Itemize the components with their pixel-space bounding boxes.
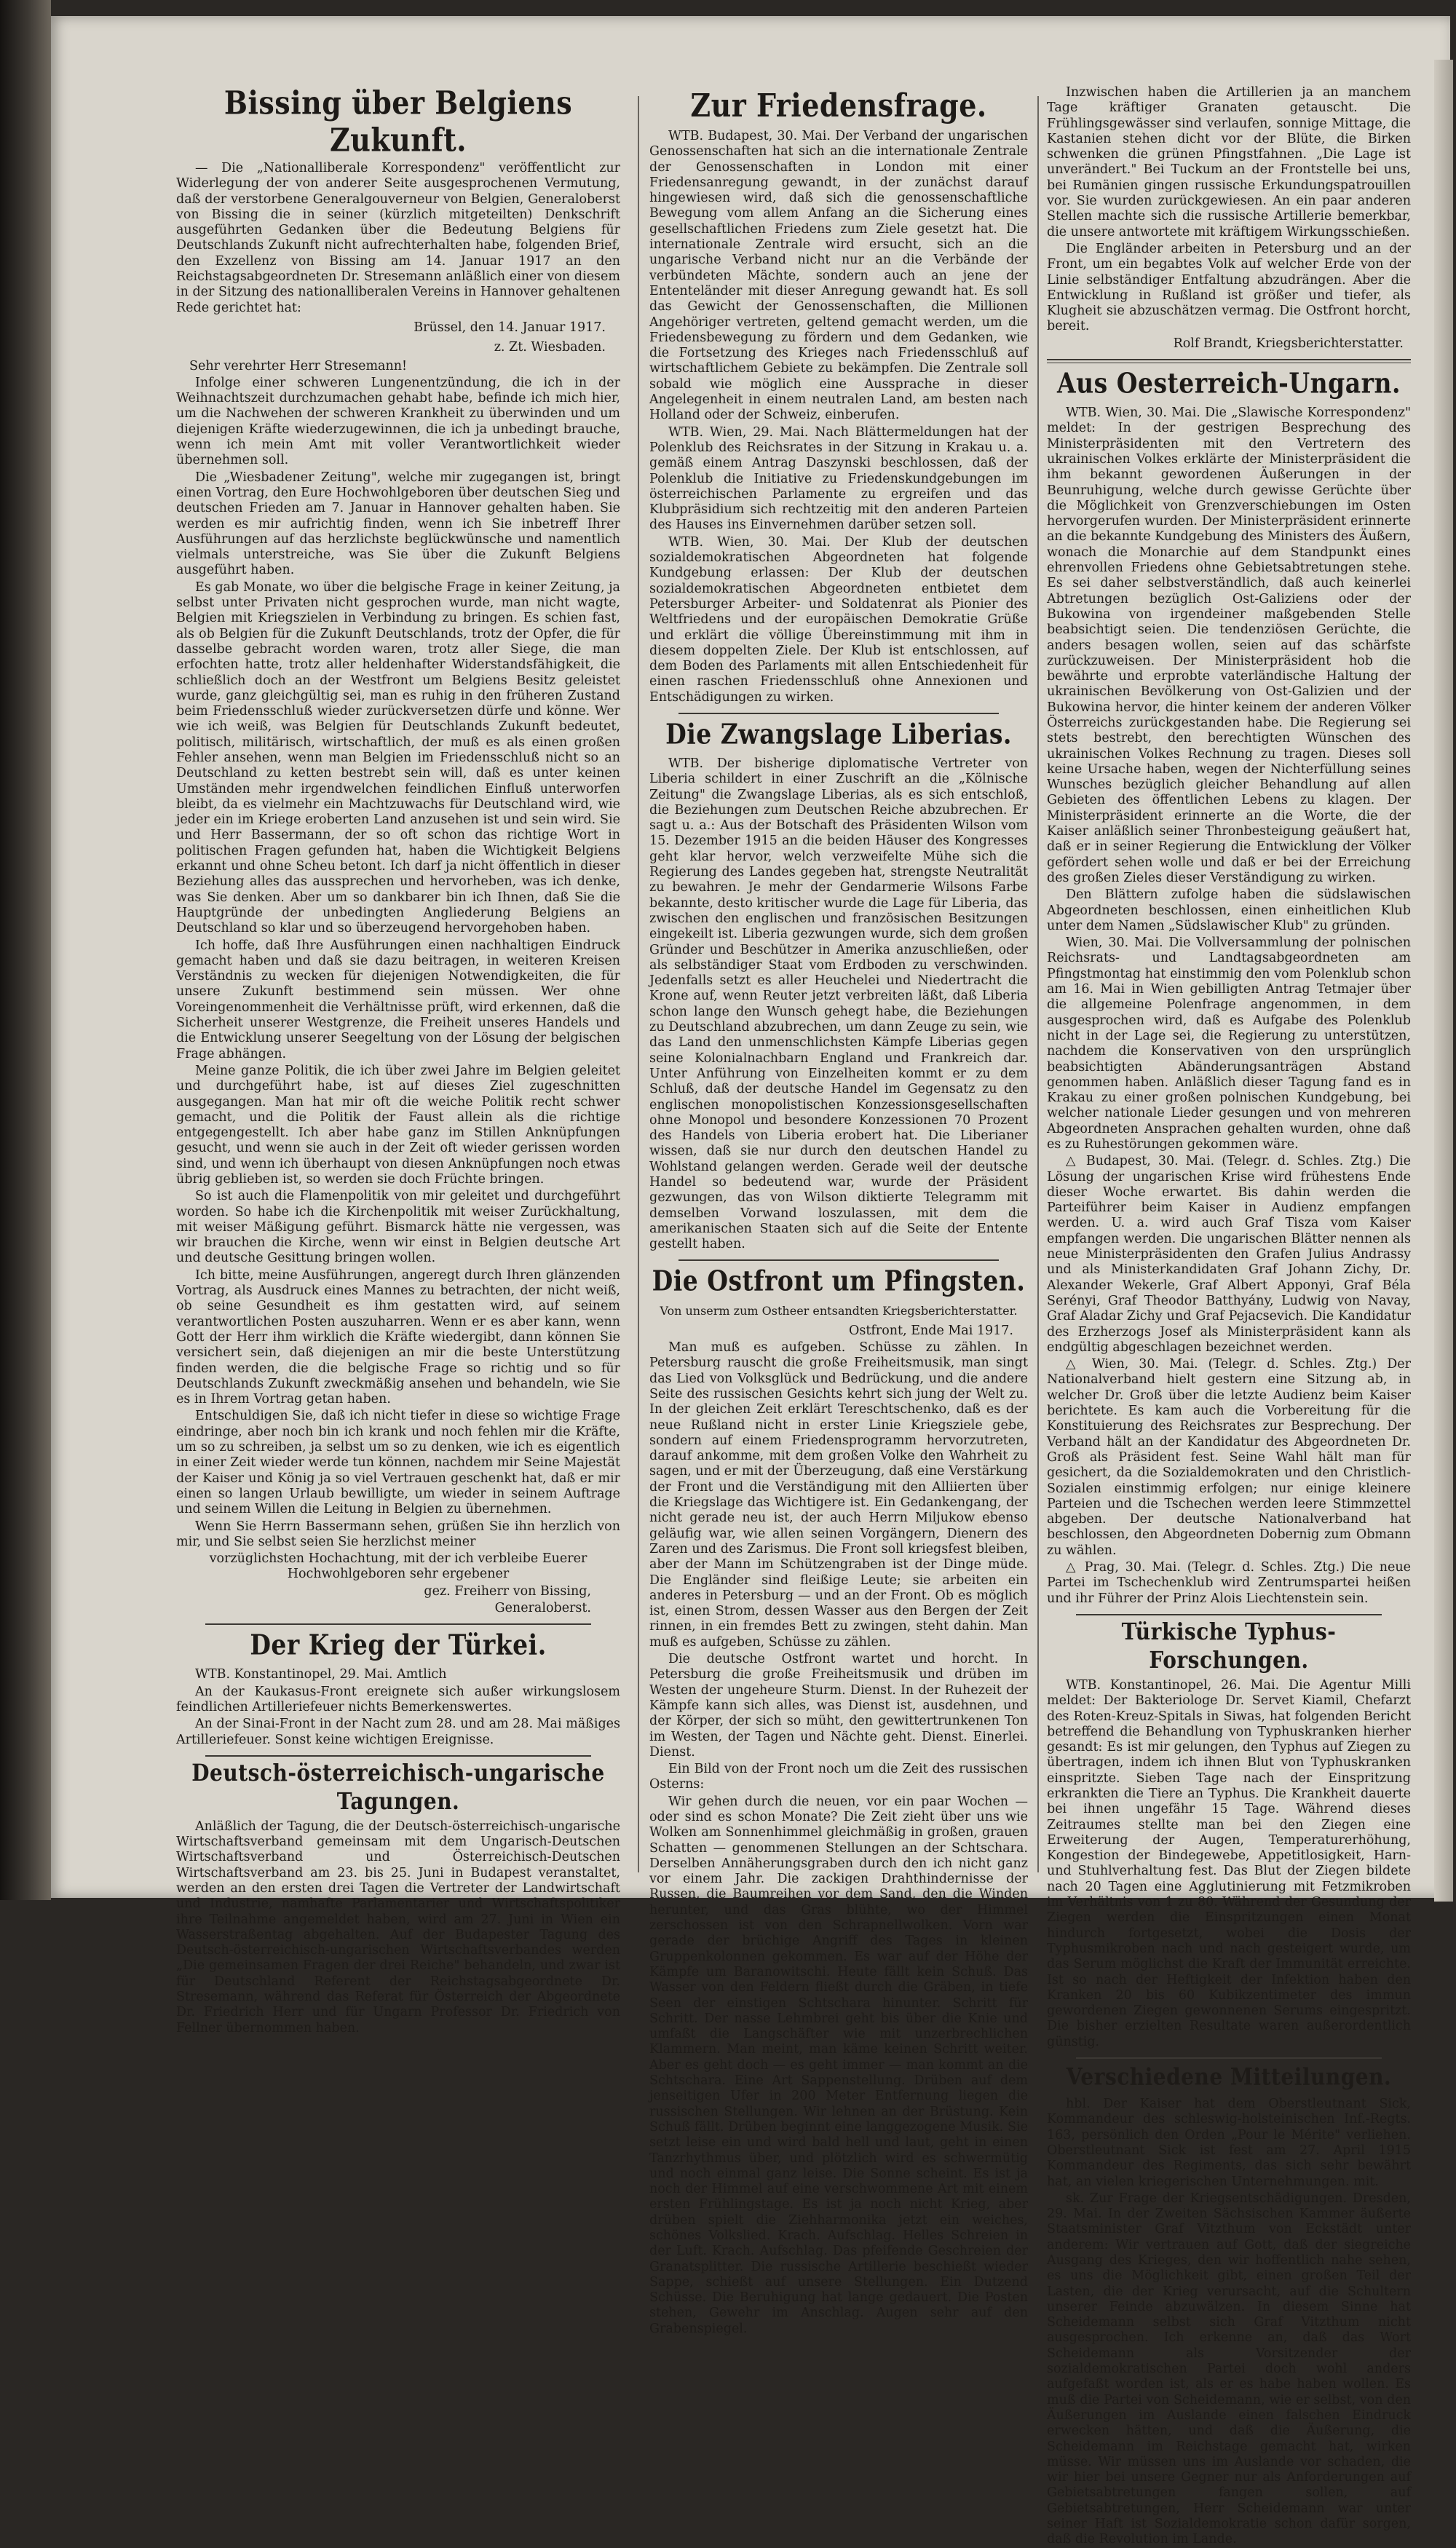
paragraph: Die deutsche Ostfront wartet und horcht. In Petersburg die große Freiheitsmusik und drüben im Westen der ungeheure Sturm. Dienst. In der Ruhezeit der Kämpfe kann sich alles, was Dienst ist, ausdehnen, und der Körper, der sich so müht, den gewittertrunkenen Ton im Westen, der Tagen und Nächte geht. Dienst. Einerlei. Dienst. xyxy=(649,1652,1028,1760)
divider xyxy=(1076,2057,1382,2059)
paragraph: Wenn Sie Herrn Bassermann sehen, grüßen Sie ihn herzlich von mir, und Sie selbst seien Sie herzlichst meiner xyxy=(176,1519,620,1549)
paragraph: Ich hoffe, daß Ihre Ausführungen einen nachhaltigen Eindruck gemacht haben und daß sie dazu beitragen, in weiteren Kreisen Verständnis zu wecken für diejenigen Notwendigkeiten, die für unsere Zukunft bestimmend sein müssen. Wer ohne Voreingenommenheit die Verhältnisse prüft, wird erkennen, daß die Sicherheit unserer Westgrenze, die Freiheit unseres Handels und die Entwicklung unserer Seegeltung von der Lösung der belgischen Frage abhängen. xyxy=(176,938,620,1061)
column-3 xyxy=(1047,85,1411,2547)
divider xyxy=(678,1259,999,1261)
article-title-ostfront: Die Ostfront um Pfingsten. xyxy=(652,1265,1026,1298)
article-title-verschiedenes: Verschiedene Mitteilungen. xyxy=(1066,2062,1392,2091)
paragraph: △ Budapest, 30. Mai. (Telegr. d. Schles. Ztg.) Die Lösung der ungarischen Krise wird frühestens Ende dieser Woche erwartet. Bis dahin werden die Parteiführer beim Kaiser in Audienz empfangen werden. U. a. wird auch Graf Tisza vom Kaiser empfangen werden. Die ungarischen Blätter nennen als neue Ministerpräsidenten den Grafen Julius Andrassy und als Ministerkandidaten Graf Johann Zichy, Dr. Alexander Wekerle, Graf Albert Apponyi, Graf Béla Serényi, Graf Theodor Batthyány, Ludwig von Navay, Graf Aladar Zichy und Graf Pejacsevich. Die Kandidatur des Erzherzogs Josef als Ministerpräsident kann als endgültig abgeschlagen bezeichnet werden. xyxy=(1047,1154,1411,1355)
article-subtitle: Von unserm zum Ostheer entsandten Kriegsberichterstatter. xyxy=(660,1304,1018,1318)
paragraph: WTB. Wien, 30. Mai. Der Klub der deutschen sozialdemokratischen Abgeordneten hat folgende Kundgebung erlassen: Der Klub der deutschen sozialdemokratischen Abgeordneten entbietet dem Petersburger Arbeiter- und Soldatenrat als Pionier des Weltfriedens und der europäischen Demokratie Grüße und erklärt die völlige Übereinstimmung mit ihm in diesem doppelten Ziele. Der Klub ist entschlossen, auf dem Boden des Parlaments mit allen Entschiedenheit für einen raschen Friedensschluß ohne Annexionen und Entschädigungen zu wirken. xyxy=(649,534,1028,705)
column-rule xyxy=(638,96,639,1872)
letter-dateline: Brüssel, den 14. Januar 1917. xyxy=(414,320,606,335)
paragraph: Wir gehen durch die neuen, vor ein paar Wochen — oder sind es schon Monate? Die Zeit zieht über uns wie Wolken am Sonnenhimmel gleichmäßig in großen, grauen Schatten — genommenen Stellungen an der Schtschara. Derselben Annäherungsgraben durch den ich nicht ganz vor einem Jahr. Die zackigen Drahthindernisse der Russen, die Baumreihen vor dem Sand, den die Winden herunter, und das Gras blühte, wo der Himmel zerschossen ist von den Schrapnellwolken. Vorn war gerade der brüchige Angriff des Tages in kleinen Gruppenkolonnen gekommen. Es war auf der Höhe der Kämpfe um Baranowitschi. Heute fällt kein Schuß. Das Wasser von den Feldern fließt durch die Gräben, in tiefe Seen der einstigen Schtschara hinunter. Schritt für Schritt. Der nasse Lehmbrei geht bis über die Knie und umfaßt die Langschäfter wie mit unzerbrechlichen Klammern. Man meint, man käme keinen Schritt weiter. Aber es geht doch — es geht immer — man kommt an die Schtschara. Eine Art Sappenstellung. Drüben auf dem jenseitigen Ufer in 200 Meter Entfernung liegen die russischen Stellungen. Wir lehnen an der Brüstung. Kein Schuß fällt. Drüben beginnt eine langgezogene Musik. Sie setzt leise ein und wird bald hell und laut, geht in einen Tanzrhythmus über, und plötzlich wird es schwermütig und noch einmal ganz leise. Die Sonne scheint. Es ist ja noch der Himmel auf eine verschwommene Art mit einem ersten Frühlingstage. Es ist ja noch nicht Krieg, aber drüben spielt die Ziehharmonika jetzt ein weiches, schönes Volkslied. Krach. Aufschlag. Helles Schreien in der Luft. Krach. Aufschlag. Das pfeifende Geschreien der Granatsplitter. Die russische Artillerie beschießt wieder Sappe, schießt auf unsere Stellungen. Ein Dutzend Schüsse. Die Beruhigung hat lange gedauert. Die Posten stehen, Gewehr im Anschlag. Augen sehr auf den Grabenspiegel. xyxy=(649,1794,1028,2336)
paragraph: So ist auch die Flamenpolitik von mir geleitet und durchgeführt worden. So habe ich die Kirchenpolitik mit weiser Zurückhaltung, mit weiser Mäßigung geführt. Bismarck hätte nie vergessen, was wir brauchen die Kirche, wenn wir einst in Belgien deutsche Art und deutsche Gesittung bringen wollen. xyxy=(176,1189,620,1266)
divider xyxy=(1076,1614,1382,1615)
divider xyxy=(205,1623,591,1625)
page-edge xyxy=(1434,60,1453,1902)
article-title-typhus: Türkische Typhus-Forschungen. xyxy=(1121,1617,1337,1674)
paragraph: An der Sinai-Front in der Nacht zum 28. und am 28. Mai mäßiges Artilleriefeuer. Sonst keine wichtigen Ereignisse. xyxy=(176,1717,620,1747)
paragraph: Ein Bild von der Front noch um die Zeit des russischen Osterns: xyxy=(649,1762,1028,1792)
divider xyxy=(205,1755,591,1757)
article-dateline: Ostfront, Ende Mai 1917. xyxy=(849,1323,1013,1338)
paragraph: WTB. Wien, 30. Mai. Die „Slawische Korrespondenz" meldet: In der gestrigen Besprechung des Ministerpräsidenten mit den Vertretern des ukrainischen Volkes erklärte der Ministerpräsident die ihm bekannt gewordenen Äußerungen in der Beunruhigung, welche durch gewisse Gerüchte über die Möglichkeit von Grenzverschiebungen im Osten hervorgerufen wurden. Der Ministerpräsident erinnerte an die bekannte Kundgebung des Ministers des Äußern, wonach die Monarchie auf dem Standpunkt eines ehrenvollen Friedens ohne Gebietsabtretungen stehe. Es sei daher selbstverständlich, daß auch keinerlei Abtretungen bezüglich Ost-Galiziens oder der Bukowina von irgendeiner maßgebenden Stelle beabsichtigt seien. Die tendenziösen Gerüchte, die anders besagen wollen, seien auf das schärfste zurückzuweisen. Der Ministerpräsident hob die bewährte und erprobte vaterländische Haltung der ukrainischen Bevölkerung von Ost-Galizien und der Bukowina hervor, die hinter keinem der anderen Völker Österreichs zurückgestanden habe. Die Regierung sei stets bestrebt, den berechtigten Wünschen des ukrainischen Volkes Rechnung zu tragen. Dieses soll keine Ursache haben, wegen der Nichterfüllung seines Wunsches bezüglich gleicher Behandlung auf allen Gebieten des öffentlichen Lebens zu klagen. Der Ministerpräsident erinnerte an die Worte, die der Kaiser anläßlich seiner Thronbesteigung geäußert hat, daß er in seiner Regierung die Entwicklung der Völker gefördert sehen wolle und daß er bei der Erreichung des großen Zieles dieser Verständigung zu wirken. xyxy=(1047,405,1411,885)
paragraph: sk. Zur Frage der Kriegsentschädigungen. Dresden, 29. Mai. In der Zweiten Sächsischen Kammer äußerte Staatsminister Graf Vitzthum von Eckstädt unter anderem: Wir vertrauen auf Gott, daß der siegreiche Ausgang des Krieges, den wir hoffentlich nahe sehen, es uns die Möglichkeit gibt, einen großen Teil der Lasten, die der Krieg verursacht, auf die Schultern unserer Feinde abzuwälzen. In diesem Sinne hat Scheidemann selbst sich Graf Vitzthum nicht ausgesprochen. Ich erkenne an, daß das Wort Scheidemann als Vorsitzender der sozialdemokratischen Partei doch wohl anders aufgefaßt worden ist, als er es habe haben wollen. Es muß die Partei von Scheidemann, wie er selbst, von den Äußerungen im Auslande einen falschen Eindruck erwecken hätten, und daß die Äußerung, die Scheidemann im Reichstage gemacht hat, wirken müsse. Wir müssen uns im Auslande vor schaden, die wir hier bei unsere Gegner nur als Anforderungen auf Gebietsabtretungen fangen sollen, auf Gebietsabtretungen, Herr Scheidemann war unter seiner Haft ist Sozialdemokratie schon dafür sorgen, daß die Revolution im Lande. xyxy=(1047,2191,1411,2547)
article-title-tagungen: Deutsch-österreichisch-ungarische Tagungen. xyxy=(191,1758,605,1815)
paragraph: WTB. Wien, 29. Mai. Nach Blättermeldungen hat der Polenklub des Reichsrates in der Sitzung in Krakau u. a. gemäß einem Antrag Daszynski beschlossen, daß der Polenklub die Initiative zu Friedenskundgebungen im österreichischen Parlamente zu ergreifen und das Klubpräsidium sich rechtzeitig mit den anderen Parteien des Hauses ins Einvernehmen darüber setzen soll. xyxy=(649,424,1028,533)
column-rule xyxy=(1037,96,1039,1872)
paragraph: Man muß es aufgeben. Schüsse zu zählen. In Petersburg rauscht die große Freiheitsmusik, man singt das Lied von Volksglück und Bedrückung, und die andere Seite des russischen Gesichts kehrt sich jung der Welt zu. In der gleichen Zeit erklärt Tereschtschenko, daß es der neue Rußland nicht in erster Linie Kriegsziele gebe, sondern auf einem Friedensprogramm hervorzutreten, darauf ankomme, mit dem großen Volke den Wahrheit zu sagen, und er mit der Überzeugung, daß eine Verstärkung der Front und die Verständigung mit den Alliierten über die Kriegslage das Wichtigere ist. Ein Gedankengang, der nicht gerade neu ist, der auch Herrn Miljukow ebenso geläufig war, wie allen seinen Vorgängern, Dienern des Zaren und des Zarismus. Die Front soll kriegsfest bleiben, aber der Mann im Schützengraben ist der Dinge müde. Die Engländer sind fleißige Leute; sie arbeiten ein anderes in Petersburg — und an der Front. Ob es möglich ist, einen Strom, dessen Wasser aus den Bergen der Zeit rinnen, in ein fremdes Bett zu zwingen, steht dahin. Man muß es aufgeben, Schüsse zu zählen. xyxy=(649,1340,1028,1650)
article-title-frieden: Zur Friedensfrage. xyxy=(690,86,987,124)
column-1 xyxy=(176,84,620,2035)
paragraph: Meine ganze Politik, die ich über zwei Jahre im Belgien geleitet und durchgeführt habe, ist auf dieses Ziel zugeschnitten ausgegangen. Man hat mir oft die weiche Politik recht schwer gemacht, und die Politik der Faust allein als die richtige entgegengestellt. Ich aber habe ganz im Stillen Anknüpfungen gesucht, und wenn sie auch in der Zeit oft wieder gerissen worden sind, und wenn ich überhaupt von diesen Anknüpfungen noch etwas übrig geblieben ist, so werden sie doch Früchte bringen. xyxy=(176,1063,620,1187)
paragraph: Die Engländer arbeiten in Petersburg und an der Front, um ein begabtes Volk auf welcher Erde von der Linie selbständiger Entfaltung abzudrängen. Aber die Entwicklung in Rußland ist größer und tiefer, als Klugheit sie abzuschätzen vermag. Die Ostfront horcht, bereit. xyxy=(1047,241,1411,334)
divider xyxy=(1047,359,1411,363)
paragraph: WTB. Budapest, 30. Mai. Der Verband der ungarischen Genossenschaften hat sich an die internationale Zentrale der Genossenschaften in London mit einer Friedensanregung gewandt, in der zunächst darauf hingewiesen wird, daß sich die genossenschaftliche Bewegung vom allem Anfang an die Sicherung eines gesellschaftlichen Friedens zum Ziele gesetzt hat. Die internationale Zentrale wird ersucht, sich an die ungarische Verband nicht nur an die Verbände der verbündeten Mächte, sondern auch an jene der Ententeländer mit dieser Anregung gewandt hat. Es soll das Gewicht der Genossenschaften, die Millionen Angehöriger vertreten, geltend gemacht werden, um die Friedensbewegung zu fördern und dem Gedanken, wie die Fortsetzung des Krieges nach Friedensschluß auf wirtschaftlichem Gebiete zu bekämpfen. Die Zentrale soll sobald wie möglich eine Aussprache in dieser Angelegenheit in einem neutralen Land, am besten nach Holland oder der Schweiz, einberufen. xyxy=(649,129,1028,423)
paragraph: Infolge einer schweren Lungenentzündung, die ich in der Weihnachtszeit durchzumachen gehabt habe, befinde ich mich hier, um die Nachwehen der schweren Krankheit zu überwinden und um diejenigen Kräfte wiederzugewinnen, die ich ja unbedingt brauche, wenn ich mein Amt mit voller Verantwortlichkeit wieder übernehmen soll. xyxy=(176,375,620,468)
article-byline: Rolf Brandt, Kriegsberichterstatter. xyxy=(1173,336,1404,351)
paragraph: △ Prag, 30. Mai. (Telegr. d. Schles. Ztg.) Die neue Partei im Tschechenklub wird Zentrumspartei heißen und ihr Führer der Prinz Alois Liechtenstein sein. xyxy=(1047,1560,1411,1606)
article-intro: — Die „Nationalliberale Korrespondenz" veröffentlicht zur Widerlegung der von anderer Seite ausgesprochenen Vermutung, daß der verstorbene Generalgouverneur von Belgien, Generaloberst von Bissing die in seiner (kürzlich mitgeteilten) Denkschrift ausgeführten Gedanken über die Bedeutung Belgiens für Deutschlands Zukunft nicht aufrechterhalten habe, folgenden Brief, den Exzellenz von Bissing am 14. Januar 1917 an den Reichstagsabgeordneten Dr. Stresemann anläßlich einer von diesem in der Sitzung des nationalliberalen Vereins in Hannover gehaltenen Rede gerichtet hat: xyxy=(176,161,620,315)
article-title-liberia: Die Zwangslage Liberias. xyxy=(665,717,1012,751)
letter-dateline-2: z. Zt. Wiesbaden. xyxy=(494,340,606,355)
article-title-bissing: Bissing über Belgiens Zukunft. xyxy=(223,84,573,159)
letter-signature: gez. Freiherr von Bissing, xyxy=(424,1583,591,1599)
paragraph: Die „Wiesbadener Zeitung", welche mir zugegangen ist, bringt einen Vortrag, den Eure Hochwohlgeboren über deutschen Sieg und deutschen Frieden am 7. Januar in Hannover gehalten haben. Sie werden es mir aufrichtig finden, wenn ich Sie inbetreff Ihrer Ausführungen auf das herzlichste beglückwünsche und namentlich vielmals unterstreiche, was Sie über die Zukunft Belgiens ausgeführt haben. xyxy=(176,470,620,578)
column-2 xyxy=(649,85,1028,2336)
paragraph: Es gab Monate, wo über die belgische Frage in keiner Zeitung, ja selbst unter Privaten nicht gesprochen wurde, man nicht wagte, Belgien mit Kriegszielen in Verbindung zu bringen. Es schien fast, als ob Belgien für die Zukunft Deutschlands, trotz der Opfer, die für dasselbe gebracht worden waren, trotz aller Siege, die man erfochten hatte, trotz aller heldenhafter Widerstandsfähigkeit, die schließlich doch an der Westfront um Belgiens Besitz geleistet wurde, ganz gleichgültig sei, man es ruhig in den früheren Zustand beim Friedensschluß wieder zurückversetzen dürfe und könne. Wer wie ich weiß, was Belgien für Deutschlands Zukunft bedeutet, politisch, militärisch, wirtschaftlich, der muß es als einen großen Fehler ansehen, wenn man Belgien im Friedensschluß nicht so an Deutschland zu ketten bestrebt sein will, daß es unter keinen Umständen mehr irgendwelchen feindlichen Einfluß unterworfen bleibt, da es vielmehr ein Machtzuwachs für Deutschland wird, wie jeder ein im Kriege eroberten Land anzusehen ist und sein wird. Sie und Herr Bassermann, der so oft schon das richtige Wort in politischen Fragen gefunden hat, haben die Wichtigkeit Belgiens erkannt und ohne Scheu betont. Ich darf ja nicht öffentlich in dieser Beziehung alles das aussprechen und hervorheben, was ich denke, was Sie denken. Aber um so dankbarer bin ich Ihnen, daß Sie die Hauptgründe der unbedingten Angliederung Belgiens an Deutschland so klar und so überzeugend hervorgehoben haben. xyxy=(176,579,620,936)
paragraph: Anläßlich der Tagung, die der Deutsch-österreichisch-ungarische Wirtschaftsverband gemeinsam mit dem Ungarisch-Deutschen Wirtschaftsverband und Österreichisch-Deutschen Wirtschaftsverband am 23. bis 25. Juni in Budapest veranstaltet, werden an den ersten drei Tagen die Vertreter der Landwirtschaft und Industrie, namhafte Parlamentarier und Wirtschaftspolitiker ihre Teilnahme angemeldet haben, wird am 27. Juni in Wien ein Wasserstraßentag abgehalten. Auf der Budapester Tagung des Deutsch-österreichisch-ungarischen Wirtschaftsverbandes werden „Die gemeinsamen Fragen der drei Reiche" behandeln, und zwar ist für Deutschland Referent der Reichstagsabgeordnete Dr. Stresemann, während das Referat für Österreich der Abgeordnete Dr. Friedrich Herr und für Ungarn Professor Dr. Friedrich von Fellner übernommen haben. xyxy=(176,1819,620,2035)
book-spine xyxy=(0,0,51,1900)
paragraph: WTB. Konstantinopel, 26. Mai. Die Agentur Milli meldet: Der Bakteriologe Dr. Servet Kiamil, Chefarzt des Roten-Kreuz-Spitals in Siwas, hat folgenden Bericht betreffend die Behandlung von Typhuskranken hierher gesandt: Es ist mir gelungen, den Typhus auf Ziegen zu übertragen, indem ich ihnen Blut von Typhuskranken einspritzte. Sieben Tage nach der Einspritzung erkrankten die Tiere an Typhus. Die Krankheit dauerte bei ihnen ungefähr 15 Tage. Während dieses Zeitraumes stellte man bei den Ziegen eine Erweiterung der Augen, Temperaturerhöhung, Kongestion der Bindegewebe, Appetitlosigkeit, Harn- und Stuhlverhaltung fest. Das Blut der Ziegen bildete nach 20 Tagen eine Agglutinierung mit Fetzmikroben im Verhältnis von 1 zu 80. Während der Gesundung der Ziegen werden die Einspritzungen einen Monat hindurch fortgesetzt, wobei die Dosis der Typhusmikroben nach und nach gesteigert wurde, um das Serum möglichst die Kraft der Immunität erreichte. Ist so nach der Heftigkeit der Infektion haben den Kranken 20 bis 60 Kubikzentimeter des immun gewordenen Ziegen gewonnenen Serums eingespritzt. Die bisher erzielten Resultate waren außerordentlich günstig. xyxy=(1047,1677,1411,2049)
paragraph: WTB. Der bisherige diplomatische Vertreter von Liberia schildert in einer Zuschrift an die „Kölnische Zeitung" die Zwangslage Liberias, als es sich entschloß, die Beziehungen zum Deutschen Reiche abzubrechen. Er sagt u. a.: Aus der Botschaft des Präsidenten Wilson vom 15. Dezember 1915 an die beiden Häuser des Kongresses geht klar hervor, welch verzweifelte Mühe sich die Regierung des Landes gegeben hat, strengste Neutralität zu bewahren. Je mehr der Gendarmerie Wilsons Farbe bekannte, desto kritischer wurde die Lage für Liberia, das zwischen den englischen und französischen Besitzungen eingekeilt ist. Liberia gezwungen wurde, sich dem großen Gründer und Beschützer in Amerika anzuschließen, oder als selbständiger Staat vom Erdboden zu verschwinden. Jedenfalls setzt es aller Heuchelei und Niedertracht die Krone auf, wenn Reuter jetzt verbreiten läßt, daß Liberia schon lange den Wunsch gehegt habe, die Beziehungen zu Deutschland abzubrechen, um dann Zeuge zu sein, wie das Land den unmenschlichsten Kämpfe Liberias gegen seine Kolonialnachbarn England und Frankreich dar. Unter Anführung von Einzelheiten kommt er zu dem Schluß, daß der deutsche Handel im Gegensatz zu den englischen monopolistischen Konzessionsgesellschaften ohne Monopol und besondere Konzessionen 70 Prozent des Handels von Liberia erobert hat. Die Liberianer wissen, daß sie nur durch den deutschen Handel zu Wohlstand gelangen werden. Gerade weil der deutsche Handel so bedeutend war, wurde der Präsident gezwungen, das von Wilson diktierte Telegramm mit demselben Vorwand loszulassen, mit dem die amerikanischen Staaten sich auf die Seite der Entente gestellt haben. xyxy=(649,756,1028,1252)
paragraph: WTB. Konstantinopel, 29. Mai. Amtlich xyxy=(195,1667,447,1682)
letter-signature-rank: Generaloberst. xyxy=(494,1601,591,1616)
paragraph: △ Wien, 30. Mai. (Telegr. d. Schles. Ztg.) Der Nationalverband hielt gestern eine Sitzung ab, in welcher Dr. Groß über die letzte Audienz beim Kaiser berichtete. Es kam auch die Vorbereitung für die Konstituierung des Reichsrates zur Besprechung. Der Verband hält an der Kandidatur des Abgeordneten Dr. Groß als Präsident fest. Seine Wahl hält man für gesichert, da die Sozialdemokraten und den Christlich-Sozialen einstimmig erfolgen; nur einige kleinere Parteien und die Tschechen werden leere Stimmzettel abgeben. Der deutsche Nationalverband hat beschlossen, den Abgeordneten Dobernig zum Obmann zu wählen. xyxy=(1047,1357,1411,1558)
paragraph: Wien, 30. Mai. Die Vollversammlung der polnischen Reichsrats- und Landtagsabgeordneten am Pfingstmontag hat einstimmig den vom Polenklub schon am 16. Mai in Wien gebilligten Antrag Tetmajer über die allgemeine Polenfrage angenommen, in dem ausgesprochen wird, daß es Aufgabe des Polenklub nicht in der Lage sei, die Regierung zu unterstützen, nachdem die Konservativen von den ursprünglich beabsichtigten Abänderungsanträgen Abstand genommen haben. Anläßlich dieser Tagung fand es in Krakau zu einer großen polnischen Kundgebung, bei welcher nationale Lieder gesungen und von mehreren Abgeordneten Ansprachen gehalten wurden, ohne daß es zu Ruhestörungen gekommen wäre. xyxy=(1047,935,1411,1152)
article-title-oesterreich: Aus Oesterreich-Ungarn. xyxy=(1057,367,1401,400)
newspaper-page xyxy=(51,16,1450,2547)
paragraph: Ich bitte, meine Ausführungen, angeregt durch Ihren glänzenden Vortrag, als Ausdruck eines Mannes zu betrachten, der nicht weiß, ob seine Gesundheit es ihm gestatten wird, auf seinem verantwortlichen Posten auszuharren. Wenn er es aber kann, wenn Gott der Herr ihm wirklich die Kräfte wiedergibt, dann können Sie versichert sein, daß diejenigen an mir die beste Unterstützung finden werden, die die belgische Frage so richtig und so für Deutschlands Zukunft zweckmäßig ansehen und behandeln, wie Sie es in Ihrem Vortrag getan haben. xyxy=(176,1267,620,1407)
letter-salutation: Sehr verehrter Herr Stresemann! xyxy=(189,358,408,373)
divider xyxy=(678,713,999,714)
article-title-tuerkei: Der Krieg der Türkei. xyxy=(250,1629,547,1662)
letter-closing: vorzüglichsten Hochachtung, mit der ich verbleibe Euerer Hochwohlgeboren sehr ergebener xyxy=(209,1551,587,1582)
paragraph: Entschuldigen Sie, daß ich nicht tiefer in diese so wichtige Frage eindringe, aber noch bin ich krank und noch fehlen mir die Kräfte, um so zu schreiben, ja selbst um so zu denken, wie ich es eigentlich in einer Zeit wieder werde tun können, nachdem mir Seine Majestät der Kaiser und König ja so viel Vertrauen geschenkt hat, daß er mir einen so langen Urlaub bewilligte, um wieder in seinem Auftrage und seinem Willen die Leitung in Belgien zu übernehmen. xyxy=(176,1409,620,1517)
paragraph: Den Blättern zufolge haben die südslawischen Abgeordneten beschlossen, einen einheitlichen Klub unter dem Namen „Südslawischer Klub" zu gründen. xyxy=(1047,887,1411,933)
paragraph: hbl. Der Kaiser hat dem Oberstleutnant Sick, Kommandeur des schleswig-holsteinischen Inf.-Regts. 163, persönlich den Orden „Pour le Mérite" verliehen. Oberstleutnant Sick ist fest am 27. April 1915 Kommandeur des Regiments, das sich sehr bewährt hat, an vielen kriegerischen Unternehmungen. mit. xyxy=(1047,2097,1411,2189)
paragraph: An der Kaukasus-Front ereignete sich außer wirkungslosem feindlichen Artilleriefeuer nichts Bemerkenswertes. xyxy=(176,1684,620,1714)
paragraph: Inzwischen haben die Artillerien ja an manchem Tage kräftiger Granaten getauscht. Die Frühlingsgewässer sind verlaufen, sonnige Mittage, die Kastanien stehen dicht vor der Blüte, die Birken schwenken die grünen Pfingstfahnen. „Die Lage ist unverändert." Bei Tuckum an der Frontstelle bei uns, bei Rumänien gingen russische Erkundungspatrouillen vor. Sie wurden zurückgewiesen. An ein paar anderen Stellen machte sich die russische Artillerie bemerkbar, die unsere antwortete mit kräftigem Wirkungsschießen. xyxy=(1047,85,1411,240)
